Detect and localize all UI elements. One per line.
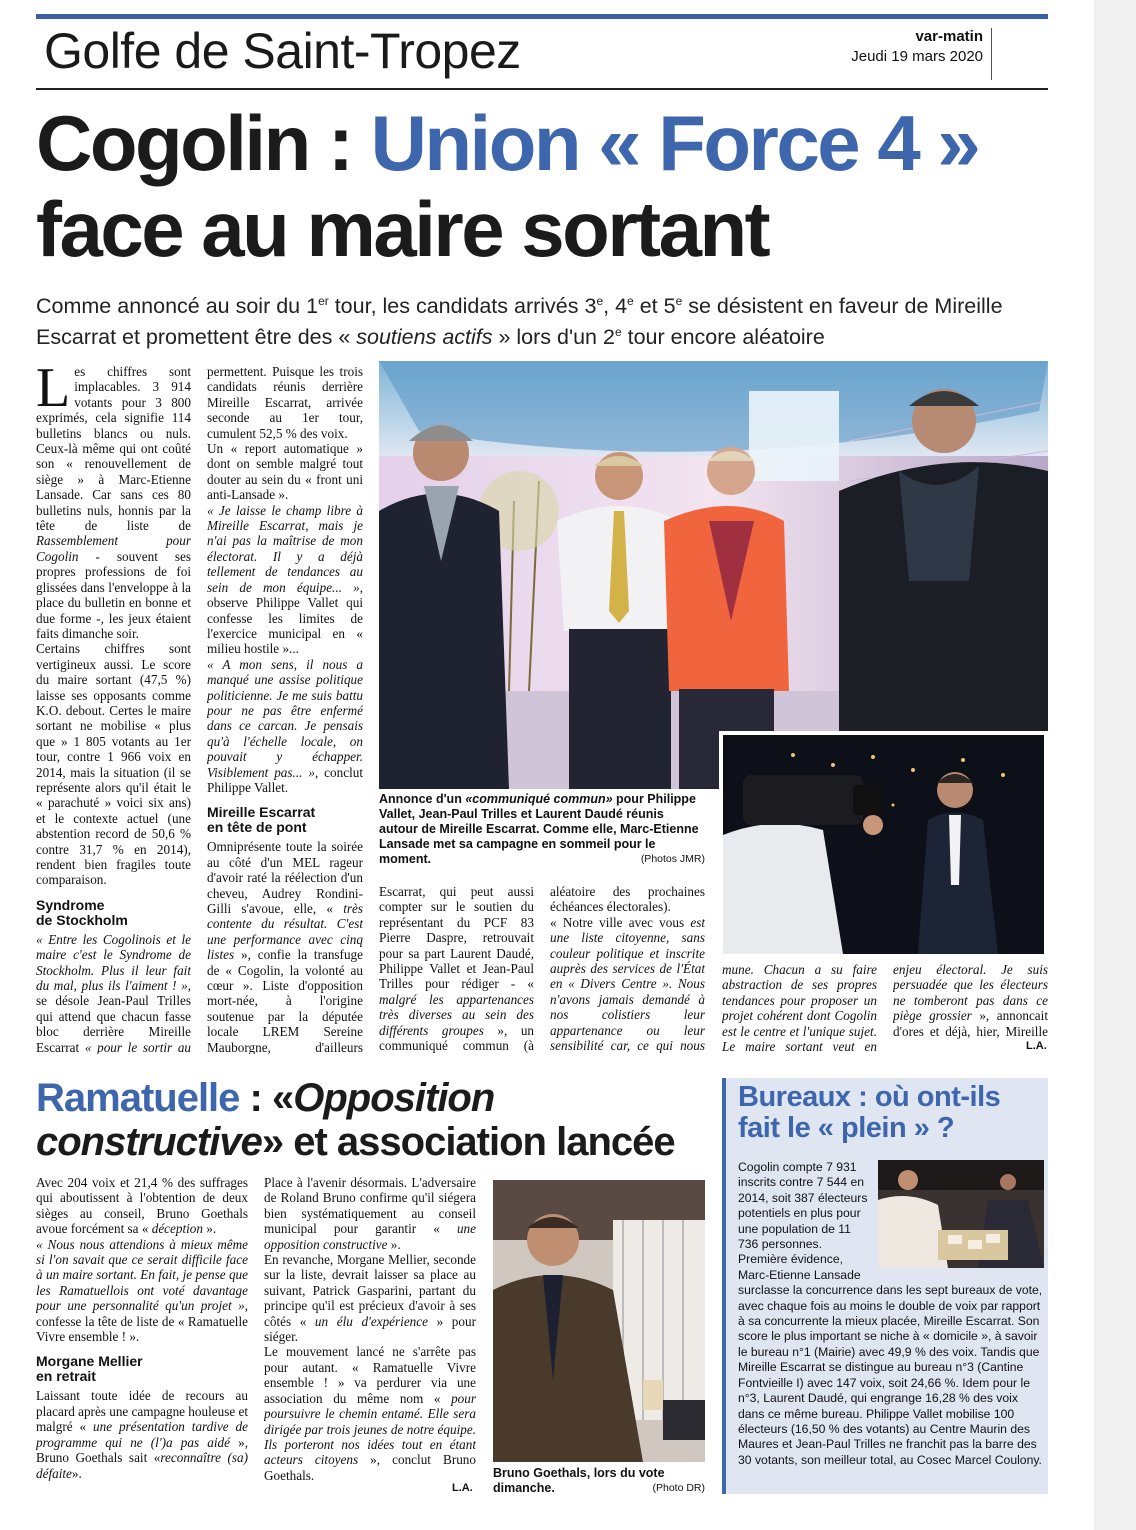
headline-union: Union « Force 4 »	[370, 99, 979, 187]
article2-signature: L.A.	[452, 1482, 473, 1494]
top-accent-bar	[36, 14, 1048, 19]
article1-column-1: Les chiffres sont implacables. 3 914 votants pour 3 800 exprimés, cela signifie 114 bulletins blancs ou nuls. Ceux-là même qui ont coûté son « renouvellement de siège » à Marc-Etienne Lansade. Car sans ces 80 bulletins nuls, honnis par la tête de liste de Rassemblement pour Cogolin - souvent ses propres professions de foi glissées dans l'enveloppe à la place du bulletin en bonne et due forme -, les jeux étaient faits dimanche soir. Certains chiffres sont vertigineux aussi. Le score du maire sortant (47,5 %) laisse ses opposants comme K.O. debout. Certes le maire sortant ne mobilise « plus que » 1 805 votants au 1er tour, contre 1 966 voix en 2014, mais la situation (il se représente alors qu'il était le « parachuté » voici six ans) et le contexte actuel (une abstention record de 50,6 % contre 31,7 % en 2014), rendent bien fragiles toute comparaison. Syndrome de Stockholm « Entre les Cogolinois et le maire c'est le Syndrome de Stockholm. Plus il leur fait du mal, plus ils l'aiment ! », se désole Jean-Paul Trilles qui attend que chacun fasse bloc derrière Mireille Escarrat « pour le sortir au	[36, 364, 191, 1054]
publication-date: Jeudi 19 mars 2020	[851, 48, 983, 65]
drop-cap: L	[36, 364, 71, 419]
masthead-box	[820, 28, 992, 80]
photo-credit-1: (Photos JMR)	[640, 853, 705, 865]
subhead-mellier: Morgane Mellier en retrait	[36, 1353, 143, 1385]
photo-caption-2: Bruno Goethals, lors du vote dimanche. (Photo DR)	[493, 1466, 705, 1495]
standfirst: Comme annoncé au soir du 1er tour, les candidats arrivés 3e, 4e et 5e se désistent en faveur de Mireille Escarrat et promettent être des « soutiens actifs » lors d'un 2e tour encore aléatoire	[36, 294, 1003, 350]
photo-credit-2: (Photo DR)	[652, 1482, 705, 1494]
headline-cogolin: Cogolin :	[36, 99, 371, 187]
section-title: Golfe de Saint-Tropez	[44, 23, 521, 79]
photo-caption-1: Annonce d'un «communiqué commun» pour Philippe Vallet, Jean-Paul Trilles et Laurent Daudé réunis autour de Mireille Escarrat. Comme elle, Marc-Etienne Lansade met sa campagne en sommeil pour le moment. (Photos JMR)	[379, 792, 705, 866]
headline-ramatuelle: Ramatuelle	[36, 1076, 240, 1120]
goethals-photo	[493, 1180, 705, 1462]
article2-column-2: Place à l'avenir désormais. L'adversaire de Roland Bruno confirme qu'il siégera bien systématiquement au conseil municipal pour garantir « une opposition constructive ». En revanche, Morgane Mellier, seconde sur la liste, devrait laisser sa place au suivant, Patrick Gasparini, partant du principe qu'il est précieux d'avoir à ses côtés « un élu d'expérience » pour siéger. Le mouvement lancé ne s'arrête pas pour autant. « Ramatuelle Vivre ensemble ! » va perdurer via une association du même nom « pour poursuivre le chemin entamé. Elle sera dirigée par trois jeunes de notre équipe. Ils porteront nos idées tout en étant acteurs citoyens », conclut Bruno Goethals.	[264, 1175, 476, 1483]
headline-line2: face au maire sortant	[36, 185, 769, 273]
box-body: surclasse la concurrence dans les sept bureaux de vote, avec chaque fois au moins le double de voix par rapport à sa concurrente la mieux placée, Mireille Escarrat. Son score le plus important se niche à « domicile », à savoir le bureau n°1 (Mairie) avec 49,9 % des voix. Tandis que Mireille Escarrat se distingue au bureau n°3 (Cantine Fontvieille I) avec 147 voix, soit 24,66 %. Idem pour le n°3, Laurent Daudé, qui engrange 16,28 % des voix dans ce même bureau. Philippe Vallet mobilise 100 électeurs (16,50 % des votants) au Centre Maurin des Maures et Jean-Paul Trilles ne franchit pas la barre des 30 votants, son meilleur total, au Cosec Marcel Coulony.	[738, 1283, 1043, 1467]
subhead-escarrat: Mireille Escarrat en tête de pont	[207, 804, 316, 836]
main-headline	[36, 100, 1066, 272]
group-photo	[379, 361, 1048, 789]
bureaux-box	[722, 1078, 1048, 1494]
article1-column-5: mune. Chacun a su faire abstraction de ses propres tendances pour proposer un projet cohérent dont Cogolin est le centre et l'unique sujet. Le maire sortant veut en	[722, 962, 877, 1054]
article2-headline: Ramatuelle : «Opposition constructive» et association lancée	[36, 1076, 675, 1164]
box-intro: Cogolin compte 7 931 inscrits contre 7 544 en 2014, soit 387 électeurs potentiels en plus pour une population de 11 736 personnes. Première évidence, Marc-Etienne Lansade	[738, 1160, 868, 1282]
article1-column-4: aléatoire des prochaines échéances électorales). « Notre ville avec vous est une liste citoyenne, sans couleur politique et inscrite auprès des services de l'État en « Divers Centre ». Nous n'avons jamais demandé à nos colistiers leur appartenance ou leur sensibilité car, ce qui nous	[550, 884, 705, 1054]
camera-photo	[719, 731, 1048, 958]
subhead-syndrome: Syndrome de Stockholm	[36, 896, 128, 928]
page-margin-strip	[1094, 0, 1136, 1530]
header-rule	[36, 88, 1048, 90]
brand-name: var-matin	[915, 28, 983, 45]
article1-column-3: Escarrat, qui peut aussi compter sur le soutien du représentant du PCF 83 Pierre Daspre, retrouvait pour sa part Laurent Daudé, Philippe Vallet et Jean-Paul Trilles pour rédiger - « malgré les appartenances très diverses au sein des différents groupes », un communiqué commun (à	[379, 884, 534, 1054]
article2-column-1: Avec 204 voix et 21,4 % des suffrages qui aboutissent à l'obtention de deux sièges au conseil, Bruno Goethals avoue forcément sa « déception ». « Nous nous attendions à mieux même si l'on savait que ce serait difficile face à un maire sortant. En fait, je pense que les Ramatuellois ont voté davantage pour une personnalité qu'un projet », confesse la tête de liste de « Ramatuelle Vivre ensemble ! ». Morgane Mellier en retrait Laissant toute idée de recours au placard après une campagne houleuse et malgré « une présentation tardive de programme qui ne (l')a pas aidé », Bruno Goethals sait «reconnaître (sa) défaite».	[36, 1175, 248, 1481]
article1-column-2: permettent. Puisque les trois candidats réunis derrière Mireille Escarrat, arrivée seconde au 1er tour, cumulent 52,5 % des voix. Un « report automatique » dont on semble malgré tout douter au sein du « front uni anti-Lansade ». « Je laisse le champ libre à Mireille Escarrat, mais je n'ai pas la maîtrise de mon électorat. Il y a déjà tellement de tendances au sein de mon équipe... », observe Philippe Vallet qui confesse les limites de l'exercice municipal en « milieu hostile »... « A mon sens, il nous a manqué une assise politique politicienne. Je me suis battu pour ne pas être enfermé dans ce carcan. Je pensais qu'à l'échelle locale, on pouvait y échapper. Visiblement pas... », conclut Philippe Vallet. Mireille Escarrat en tête de pont Omniprésente toute la soirée au côté d'un MEL rageur d'avoir raté la réélection d'un cheveu, Audrey Rondini-Gilli s'avoue, elle, « très contente du résultat. C'est une performance avec cinq listes », confie la transfuge de « Cogolin, la volonté au cœur ». Liste d'opposition mort-née, à l'origine soutenue par la députée locale LREM Sereine Mauborgne, d'ailleurs	[207, 364, 363, 1054]
box-title: Bureaux : où ont-ils fait le « plein » ?	[738, 1081, 1001, 1144]
article1-signature: L.A.	[1026, 1040, 1047, 1052]
article1-column-6: enjeu électoral. Je suis persuadée que les électeurs ne tomberont pas dans ce piège grossier », annoncait d'ores et déjà, hier, Mireille	[893, 962, 1048, 1039]
box-text	[738, 1160, 1044, 1468]
